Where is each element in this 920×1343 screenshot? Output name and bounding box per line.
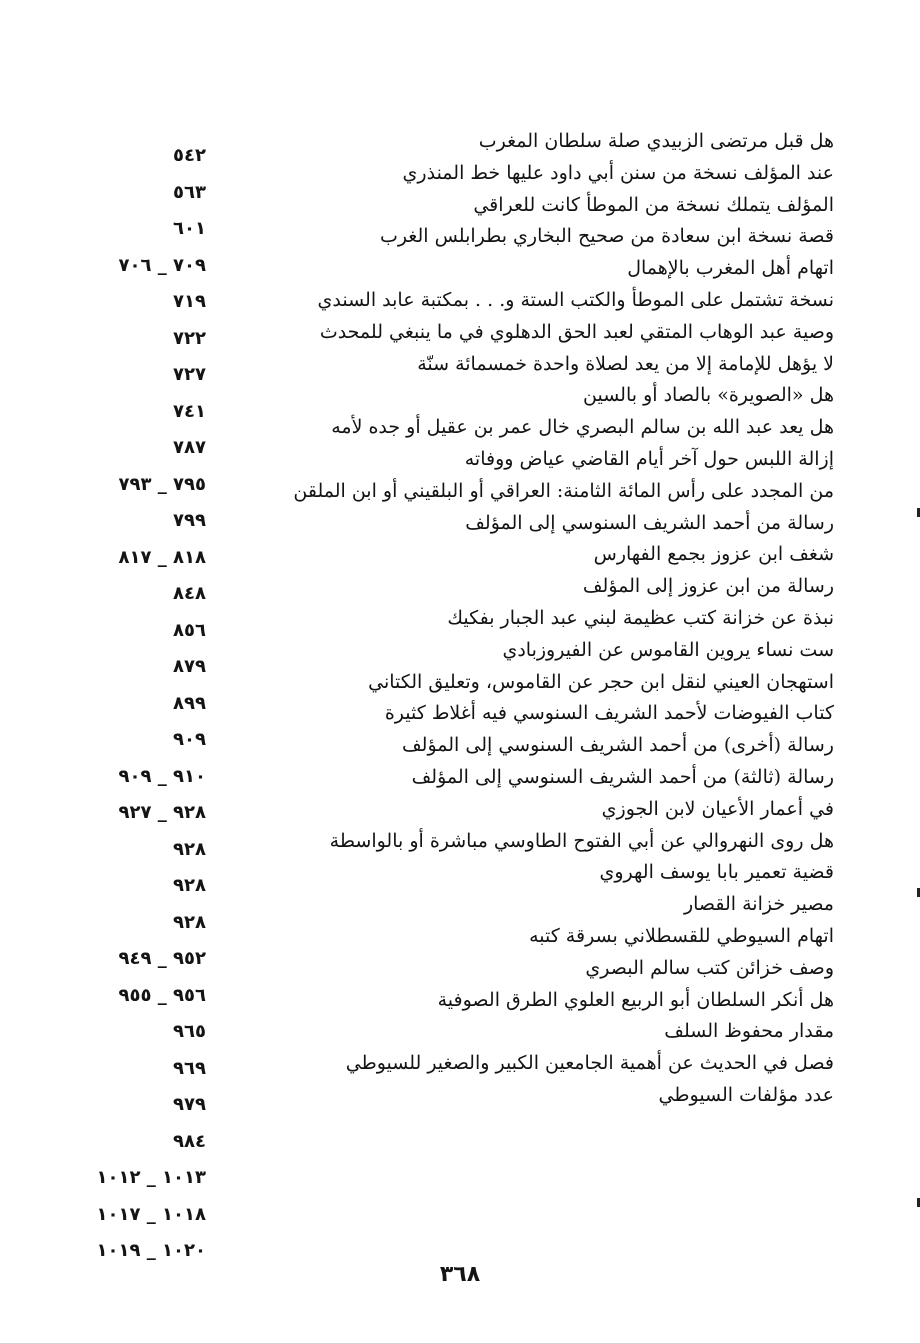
entry-title: فصل في الحديث عن أهمية الجامعين الكبير والصغير للسيوطي [345, 1052, 834, 1075]
page-reference: ٩٠٩ [173, 729, 206, 750]
entry-title: رسالة (أخرى) من أحمد الشريف السنوسي إلى المؤلف [402, 734, 834, 757]
page-reference: ٨٤٨ [173, 583, 206, 604]
page-reference: ٩٢٨ _ ٩٢٧ [118, 802, 206, 823]
entry-title: وصف خزائن كتب سالم البصري [585, 956, 834, 979]
page-reference: ٧٢٧ [173, 364, 206, 385]
page-reference: ٩٢٨ [173, 875, 206, 896]
entry-title: كتاب الفيوضات لأحمد الشريف السنوسي فيه أغلاط كثيرة [384, 702, 834, 725]
entry-title: ست نساء يروين القاموس عن الفيروزبادي [502, 638, 834, 661]
entry-title: لا يؤهل للإمامة إلا من يعد لصلاة واحدة خمسمائة سنّة [417, 352, 834, 375]
entry-title: مصير خزانة القصار [683, 893, 834, 916]
entry-title: المؤلف يتملك نسخة من الموطأ كانت للعراقي [473, 193, 834, 216]
page-reference: ٥٦٣ [173, 181, 206, 203]
page-reference: ٩٥٢ _ ٩٤٩ [118, 948, 206, 969]
page-references-column [40, 138, 220, 1270]
entry-title: هل قبل مرتضى الزبيدي صلة سلطان المغرب [478, 130, 834, 152]
entry-title: في أعمار الأعيان لابن الجوزي [601, 797, 834, 820]
entry-title: هل «الصويرة» بالصاد أو بالسين [583, 384, 834, 407]
page-reference: ٨٥٦ [173, 619, 206, 641]
entry-title: إزالة اللبس حول آخر أيام القاضي عياض ووفاته [464, 447, 834, 470]
entry-title: هل روى النهروالي عن أبي الفتوح الطاوسي مباشرة أو بالواسطة [329, 829, 834, 852]
page-reference: ٧٠٩ _ ٧٠٦ [118, 254, 206, 276]
page-reference: ٩٦٩ [173, 1057, 206, 1079]
entry-titles-column [274, 126, 834, 1112]
page-reference: ١٠١٣ _ ١٠١٢ [96, 1167, 206, 1188]
page-reference: ٧٩٩ [173, 510, 206, 531]
entry-title: اتهام السيوطي للقسطلاني بسرقة كتبه [529, 924, 834, 947]
entry-title: نبذة عن خزانة كتب عظيمة لبني عبد الجبار بفكيك [447, 606, 834, 629]
page-reference: ٥٤٢ [173, 145, 206, 166]
page-reference: ٩٨٤ [173, 1130, 206, 1152]
page-number: ٣٦٨ [439, 1262, 481, 1287]
page-reference: ٩٢٨ [173, 911, 206, 933]
entry-title: رسالة من ابن عزوز إلى المؤلف [582, 575, 834, 598]
page-reference: ٧٢٢ [173, 327, 206, 349]
entry-title: من المجدد على رأس المائة الثامنة: العراقي أو البلقيني أو ابن الملقن [293, 479, 834, 502]
entry-title: اتهام أهل المغرب بالإهمال [627, 257, 834, 280]
entry-title: عدد مؤلفات السيوطي [658, 1083, 834, 1106]
page-reference: ٨١٨ _ ٨١٧ [118, 546, 206, 568]
page-reference: ٨٧٩ [173, 656, 206, 677]
entry-title: هل أنكر السلطان أبو الربيع العلوي الطرق الصوفية [437, 988, 834, 1011]
page-reference: ٦٠١ [173, 218, 206, 239]
entry-title: نسخة تشتمل على الموطأ والكتب الستة و. . . بمكتبة عابد السندي [317, 288, 834, 311]
page-reference: ١٠١٨ _ ١٠١٧ [96, 1203, 206, 1225]
entry-title: هل يعد عبد الله بن سالم البصري خال عمر بن عقيل أو جده لأمه [331, 416, 834, 439]
entry-title: استهجان العيني لنقل ابن حجر عن القاموس، وتعليق الكتاني [368, 670, 834, 693]
entry-title: رسالة (ثالثة) من أحمد الشريف السنوسي إلى المؤلف [411, 765, 834, 788]
entry-title: رسالة من أحمد الشريف السنوسي إلى المؤلف [465, 511, 834, 534]
page-reference: ٩١٠ _ ٩٠٩ [118, 765, 206, 787]
entry-title: شغف ابن عزوز بجمع الفهارس [593, 543, 834, 566]
page-reference: ٧١٩ [173, 291, 206, 312]
page-reference: ٩٥٦ _ ٩٥٥ [118, 984, 206, 1006]
entry-title: عند المؤلف نسخة من سنن أبي داود عليها خط المنذري [402, 161, 834, 184]
page-reference: ١٠٢٠ _ ١٠١٩ [96, 1240, 206, 1261]
entry-title: قصة نسخة ابن سعادة من صحيح البخاري بطرابلس الغرب [379, 225, 834, 248]
page-reference: ٩٢٨ [173, 838, 206, 860]
page-reference: ٩٦٥ [173, 1021, 206, 1042]
page-reference: ٧٩٥ _ ٧٩٣ [118, 473, 206, 495]
entry-title: قضية تعمير بابا يوسف الهروي [599, 861, 834, 884]
page-reference: ٨٩٩ [173, 692, 206, 714]
entry-title: وصية عبد الوهاب المتقي لعبد الحق الدهلوي في ما ينبغي للمحدث [319, 320, 834, 343]
page-reference: ٩٧٩ [173, 1094, 206, 1115]
page-reference: ٧٤١ [173, 400, 206, 422]
page-reference: ٧٨٧ [173, 437, 206, 458]
entry-title: مقدار محفوظ السلف [664, 1020, 834, 1043]
